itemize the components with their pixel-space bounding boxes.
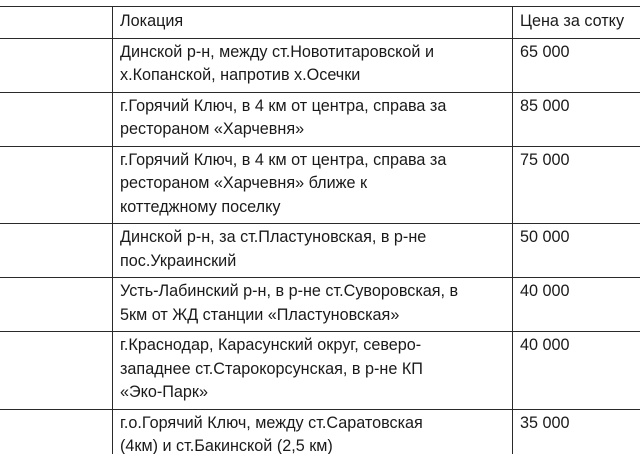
header-location: Локация: [113, 7, 513, 39]
table-row: [0, 409, 640, 454]
row-price: 35 000: [513, 409, 640, 454]
header-price: Цена за сотку: [513, 7, 640, 39]
table-row: [0, 332, 640, 410]
row-name: [0, 409, 113, 454]
row-name: [0, 224, 113, 278]
location-line: Динской р-н, между ст.Новотитаровской и: [120, 42, 435, 61]
row-name: [0, 92, 113, 146]
location-line: Усть-Лабинский р-н, в р-не ст.Суворовская, в: [120, 282, 459, 300]
row-location: [113, 146, 513, 224]
location-line: г.о.Горячий Ключ, между ст.Саратовская: [120, 413, 423, 432]
table-row: [0, 92, 640, 146]
location-line: (4км) и ст.Бакинской (2,5 км): [120, 437, 333, 454]
row-location: [113, 224, 513, 278]
location-line: рестораном «Харчевня»: [120, 120, 305, 138]
table-header-row: [0, 7, 640, 39]
row-price: 65 000: [513, 38, 640, 92]
table-row: [0, 278, 640, 332]
row-location: [113, 332, 513, 410]
row-location: [113, 278, 513, 332]
header-name: [0, 7, 113, 39]
row-price: 50 000: [513, 224, 640, 278]
location-line: г.Горячий Ключ, в 4 км от центра, справа за: [120, 96, 447, 115]
row-location: [113, 92, 513, 146]
table-row: [0, 146, 640, 224]
location-line: Динской р-н, за ст.Пластуновская, в р-не: [120, 228, 427, 246]
row-name: [0, 146, 113, 224]
location-line: коттеджному поселку: [120, 197, 281, 216]
row-name: [0, 278, 113, 332]
location-line: г.Краснодар, Карасунский округ, северо-: [120, 336, 422, 354]
location-line: пос.Украинский: [120, 251, 237, 270]
row-name: [0, 332, 113, 410]
land-price-table: [0, 6, 640, 454]
location-line: г.Горячий Ключ, в 4 км от центра, справа за: [120, 150, 447, 169]
row-price: 75 000: [513, 146, 640, 224]
row-location: [113, 409, 513, 454]
location-line: западнее ст.Старокорсунская, в р-не КП: [120, 359, 423, 378]
row-price: 40 000: [513, 332, 640, 410]
location-line: «Эко-Парк»: [120, 383, 209, 401]
row-price: 40 000: [513, 278, 640, 332]
row-location: [113, 38, 513, 92]
location-line: х.Копанской, напротив х.Осечки: [120, 66, 361, 84]
row-name: [0, 38, 113, 92]
row-price: 85 000: [513, 92, 640, 146]
table-row: [0, 38, 640, 92]
location-line: рестораном «Харчевня» ближе к: [120, 174, 368, 192]
table-row: [0, 224, 640, 278]
location-line: 5км от ЖД станции «Пластуновская»: [120, 305, 400, 324]
